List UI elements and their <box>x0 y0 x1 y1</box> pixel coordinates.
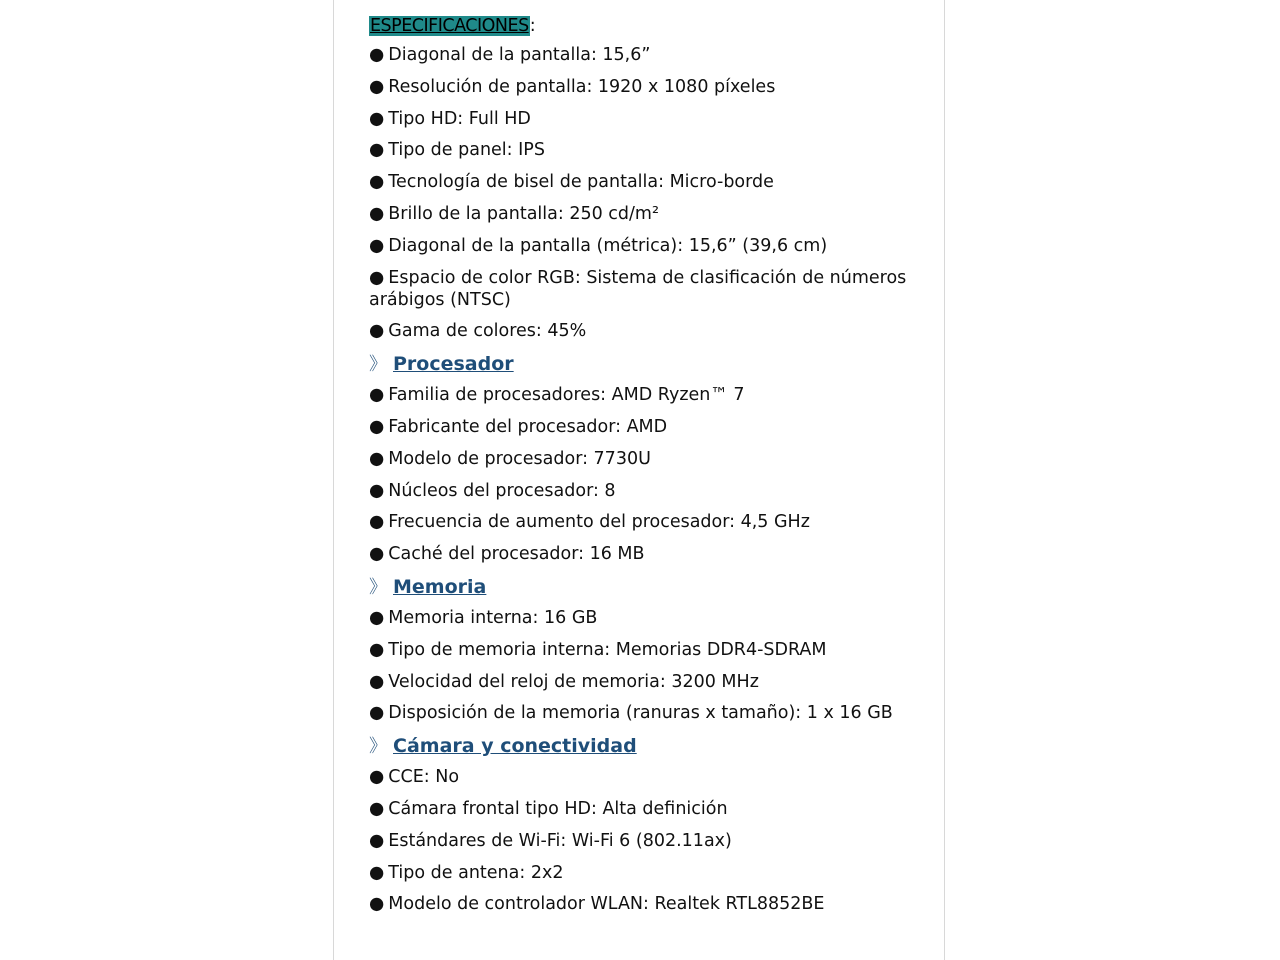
bullet-icon: ● <box>369 235 385 256</box>
bullet-icon: ● <box>369 798 385 819</box>
bullet-icon: ● <box>369 830 385 851</box>
bullet-icon: ● <box>369 862 385 883</box>
bullet-icon: ● <box>369 671 385 692</box>
bullet-icon: ● <box>369 767 385 788</box>
spec-item: ● Familia de procesadores: AMD Ryzen™ 7 <box>369 385 745 406</box>
double-chevron-icon: 》 <box>369 736 387 758</box>
bullet-icon: ● <box>369 703 385 724</box>
bullet-icon: ● <box>369 448 385 469</box>
spec-item: ● Disposición de la memoria (ranuras x tamaño): 1 x 16 GB <box>369 703 893 724</box>
spec-item: ● Caché del procesador: 16 MB <box>369 544 645 565</box>
bullet-icon: ● <box>369 894 385 915</box>
double-chevron-icon: 》 <box>369 354 387 376</box>
spec-item: ● Tipo HD: Full HD <box>369 108 531 129</box>
bullet-icon: ● <box>369 416 385 437</box>
spec-item: ● Diagonal de la pantalla (métrica): 15,6” (39,6 cm) <box>369 235 828 256</box>
section-title: Memoria <box>393 575 487 598</box>
spec-item: ● Tipo de panel: IPS <box>369 140 545 161</box>
section-heading-camara-conectividad <box>369 732 929 760</box>
section-heading-procesador <box>369 350 929 378</box>
spec-item: ● Frecuencia de aumento del procesador: 4,5 GHz <box>369 512 810 533</box>
bullet-icon: ● <box>369 140 385 161</box>
spec-item: ● Tipo de memoria interna: Memorias DDR4-SDRAM <box>369 639 827 660</box>
spec-heading-colon: : <box>529 16 536 36</box>
bullet-icon: ● <box>369 45 385 65</box>
bullet-icon: ● <box>369 203 385 224</box>
section-title: Cámara y conectividad <box>393 735 637 758</box>
section-title: Procesador <box>393 353 514 376</box>
bullet-icon: ● <box>369 385 385 406</box>
spec-item: ● Memoria interna: 16 GB <box>369 607 598 628</box>
section-heading-memoria <box>369 573 929 601</box>
bullet-icon: ● <box>369 480 385 501</box>
double-chevron-icon: 》 <box>369 576 387 598</box>
spec-item: ● Modelo de controlador WLAN: Realtek RTL8852BE <box>369 894 825 915</box>
spec-item: ● Resolución de pantalla: 1920 x 1080 píxeles <box>369 76 776 97</box>
spec-item: ● Tipo de antena: 2x2 <box>369 862 564 883</box>
spec-item: ● Modelo de procesador: 7730U <box>369 448 651 469</box>
spec-item: ● Estándares de Wi-Fi: Wi-Fi 6 (802.11ax) <box>369 830 732 851</box>
spec-content <box>369 12 929 925</box>
bullet-icon: ● <box>369 76 385 97</box>
spec-item: ● Brillo de la pantalla: 250 cd/m² <box>369 203 659 224</box>
bullet-icon: ● <box>369 108 385 129</box>
spec-item: ● Diagonal de la pantalla: 15,6” <box>369 45 651 65</box>
spec-item: ● Velocidad del reloj de memoria: 3200 MHz <box>369 671 759 692</box>
bullet-icon: ● <box>369 639 385 660</box>
bullet-icon: ● <box>369 512 385 533</box>
bullet-icon: ● <box>369 267 385 288</box>
spec-item: ● Gama de colores: 45% <box>369 321 587 342</box>
bullet-icon: ● <box>369 172 385 193</box>
document-page <box>333 0 945 960</box>
spec-heading <box>369 12 929 40</box>
spec-item: ● Espacio de color RGB: Sistema de clasificación de números arábigos (NTSC) <box>369 267 907 310</box>
spec-item: ● Fabricante del procesador: AMD <box>369 416 668 437</box>
bullet-icon: ● <box>369 321 385 342</box>
spec-item: ● CCE: No <box>369 767 460 788</box>
spec-heading-text: ESPECIFICACIONES <box>370 16 529 36</box>
spec-item: ● Cámara frontal tipo HD: Alta definición <box>369 798 728 819</box>
bullet-icon: ● <box>369 544 385 565</box>
spec-item: ● Tecnología de bisel de pantalla: Micro-borde <box>369 172 774 193</box>
bullet-icon: ● <box>369 607 385 628</box>
spec-item: ● Núcleos del procesador: 8 <box>369 480 616 501</box>
